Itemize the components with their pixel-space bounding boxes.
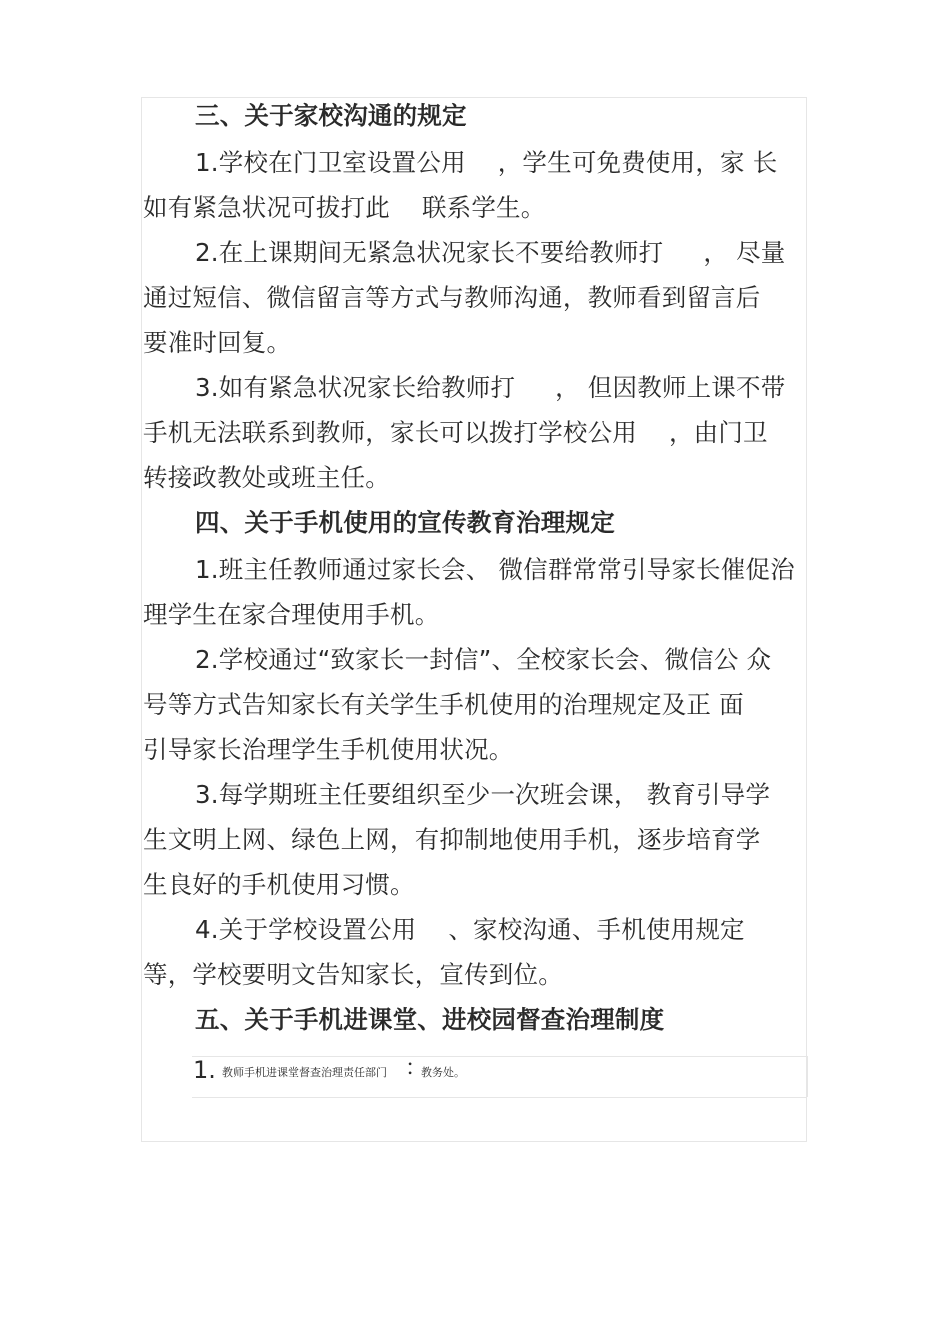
paragraph-line: 3.每学期班主任要组织至少一次班会课， 教育引导学 [195,780,771,809]
row-value: 教务处。 [421,1066,465,1079]
paragraph-line: 要准时回复。 [143,328,292,357]
paragraph-line: 生文明上网、绿色上网，有抑制地使用手机，逐步培育学 [143,825,761,854]
paragraph-line: 如有紧急状况可拔打此 联系学生。 [143,193,546,222]
paragraph-line: 生良好的手机使用习惯。 [143,870,415,899]
paragraph-line: 转接政教处或班主任。 [143,463,390,492]
paragraph-line: 手机无法联系到教师，家长可以拨打学校公用 ，由门卫 [143,418,768,447]
section-heading-5: 五、关于手机进课堂、进校园督查治理制度 [195,1005,665,1034]
row-number: 1. [193,1056,216,1084]
table-right-border [807,1056,808,1097]
row-label: 教师手机进课堂督查治理责任部门 [222,1066,387,1079]
table-top-border [192,1056,807,1057]
paragraph-line: 1.班主任教师通过家长会、 微信群常常引导家长催促治 [195,555,795,584]
paragraph-line: 3.如有紧急状况家长给教师打 ， 但因教师上课不带 [195,373,786,402]
paragraph-line: 4.关于学校设置公用 、家校沟通、手机使用规定 [195,915,745,944]
paragraph-line: 2.学校通过“致家长一封信”、全校家长会、微信公 众 [195,645,772,674]
paragraph-line: 1.学校在门卫室设置公用 ，学生可免费使用，家 长 [195,148,778,177]
paragraph-line: 引导家长治理学生手机使用状况。 [143,735,514,764]
section-heading-3: 三、关于家校沟通的规定 [195,101,467,130]
paragraph-line: 等，学校要明文告知家长，宣传到位。 [143,960,563,989]
row-colon: ： [405,1056,428,1081]
section-heading-4: 四、关于手机使用的宣传教育治理规定 [195,508,615,537]
paragraph-line: 2.在上课期间无紧急状况家长不要给教师打 ， 尽量 [195,238,786,267]
paragraph-line: 通过短信、微信留言等方式与教师沟通，教师看到留言后 [143,283,761,312]
table-bottom-border [192,1097,807,1098]
paragraph-line: 理学生在家合理使用手机。 [143,600,440,629]
paragraph-line: 号等方式告知家长有关学生手机使用的治理规定及正 面 [143,690,744,719]
